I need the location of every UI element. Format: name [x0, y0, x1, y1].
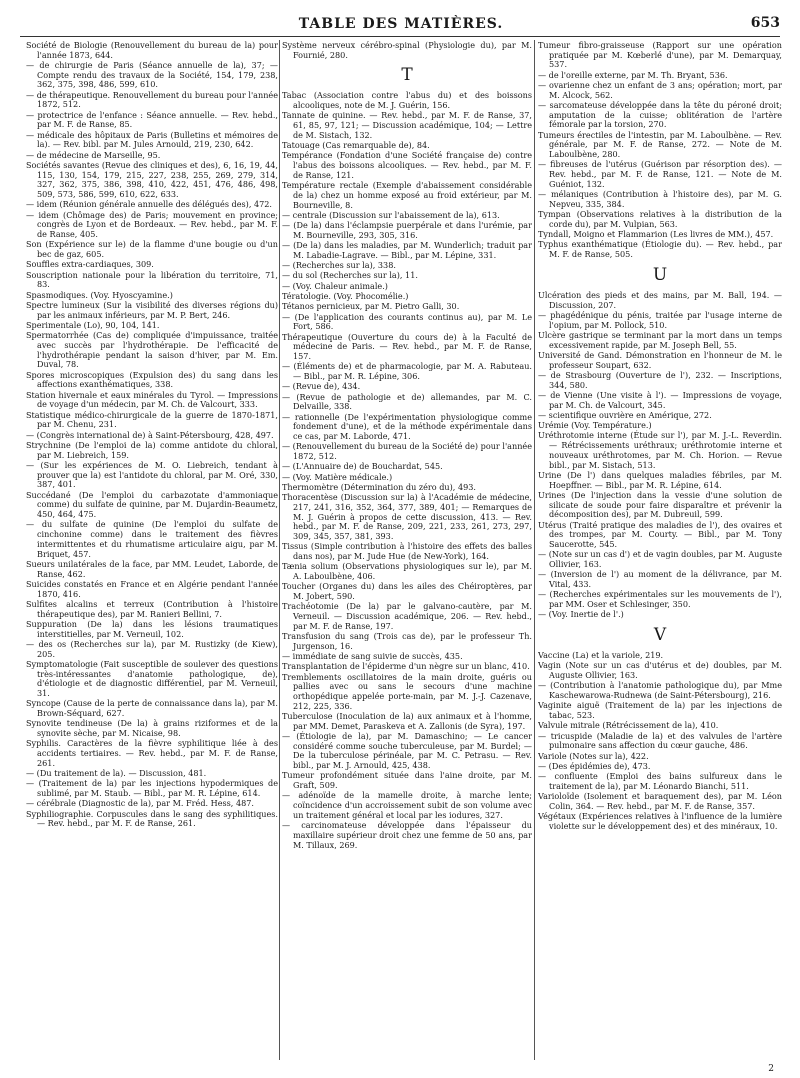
index-entry: — mélaniques (Contribution à l'histoire des), par M. G. Nepveu, 335, 384. [538, 189, 782, 209]
index-entry: — (Voy. Chaleur animale.) [282, 280, 388, 291]
index-entry: Son (Expérience sur le) de la flamme d'une bougie ou d'un bec de gaz, 605. [26, 239, 278, 260]
index-entry: Tyndall, Moigno et Flammarion (Les livres de MM.), 457. [538, 229, 774, 240]
index-entry: Trachéotomie (De la) par le galvano-cautère, par M. Verneuil. — Discussion académique, 206. — Rev. hebd., par M. F. de Ranse, 197. [282, 601, 532, 631]
index-entry: — de Strasbourg (Ouverture de l'), 232. — Inscriptions, 344, 580. [538, 369, 782, 390]
index-entry: Spectre lumineux (Sur la visibilité des diverses régions du) par les animaux inférieurs, par M. P. Bert, 246. [26, 300, 278, 320]
index-entry: Sociétés savantes (Revue des cliniques et des), 6, 16, 19, 44, 115, 130, 154, 179, 215, 227, 238, 255, 269, 279, 314, 327, 362, 375, 386, 398, 410, 422, 451, 476, 486, 498, 509, 573, 586, 599, 610, 622, 633. [26, 160, 278, 200]
index-entry: — (L'Annuaire de) de Bouchardat, 545. [282, 461, 443, 472]
index-entry: — (De la) dans l'éclampsie puerpérale et dans l'urémie, par M. Bourneville, 293, 305, 316. [282, 220, 532, 240]
section-letter: T [401, 65, 413, 86]
index-entry: — (De l'application des courants continus au), par M. Le Fort, 586. [282, 311, 532, 332]
index-entry: — adénoïde de la mamelle droite, à marche lente; coïncidence d'un accroissement subit de son volume avec un traitement général et local par les iodures, 327. [282, 790, 532, 820]
index-entry: — tricuspide (Maladie de la) et des valvules de l'artère pulmonaire sans affection du cœur gauche, 486. [538, 730, 782, 751]
index-entry: — (Congrès international de) à Saint-Pétersbourg, 428, 497. [26, 429, 274, 440]
index-entry: — (Éléments de) et de pharmacologie, par M. A. Rabuteau. — Bibl., par M. R. Lépine, 306. [282, 361, 532, 381]
index-entry: — centrale (Discussion sur l'abaissement de la), 613. [282, 209, 500, 220]
index-entry: — scientifique ouvrière en Amérique, 272. [538, 409, 712, 420]
page-number: 653 [750, 15, 780, 31]
index-entry: Urine (De l') dans quelques maladies fébriles, par M. Hoepffner. — Bibl., par M. R. Lépine, 614. [538, 469, 782, 490]
index-entry: Succédané (De l'emploi du carbazotate d'ammoniaque comme) du sulfate de quinine, par M. Dujardin-Beaumetz, 450, 464, 475. [26, 489, 278, 520]
index-entry: Uréthrotomie interne (Étude sur l'), par M. J.-L. Reverdin. — Rétrécissements uréthraux; uréthrotomie interne et nouveaux uréthrotomes, par M. Ch. Horion. — Revue bibl., par M. Sistach, 513. [538, 430, 782, 470]
index-entry: Urémie (Voy. Température.) [538, 420, 652, 431]
index-entry: Tænia solium (Observations physiologiques sur le), par M. A. Laboulbène, 406. [282, 561, 532, 581]
index-entry: Statistique médico-chirurgicale de la guerre de 1870-1871, par M. Chenu, 231. [26, 409, 278, 430]
index-entry: Ulcère gastrique se terminant par la mort dans un temps excessivement rapide, par M. Joseph Bell, 55. [538, 329, 782, 350]
index-entry: Variole (Notes sur la), 422. [538, 750, 649, 761]
index-entry: — idem (Chômage des) de Paris; mouvement en province; congrès de Lyon et de Bordeaux. — Rev. hebd., par M. F. de Ranse, 405. [26, 209, 278, 240]
index-entry: — (Du traitement de la). — Discussion, 481. [26, 767, 207, 778]
index-entry: Tabac (Association contre l'abus du) et des boissons alcooliques, note de M. J. Guérin, 156. [282, 90, 532, 111]
index-entry: Spasmodiques. (Voy. Hyoscyamine.) [26, 289, 173, 300]
index-entry: Végétaux (Expériences relatives à l'influence de la lumière violette sur le développement des) et des minéraux, 10. [538, 811, 782, 831]
index-entry: Thermomètre (Détermination du zéro du), 493. [282, 481, 476, 492]
index-entry: — (Renouvellement du bureau de la Société de) pour l'année 1872, 512. [282, 441, 532, 461]
index-entry: — immédiate de sang suivie de succès, 435. [282, 651, 463, 661]
index-entry: — confluente (Emploi des bains sulfureux dans le traitement de la), par M. Léonardo Bianchi, 511. [538, 771, 782, 791]
index-entry: Thérapeutique (Ouverture du cours de) à la Faculté de médecine de Paris. — Rev. hebd., par M. F. de Ranse, 157. [282, 331, 532, 361]
index-column-3 [538, 41, 782, 1063]
index-entry: Suicides constatés en France et en Algérie pendant l'année 1870, 416. [26, 578, 278, 599]
index-entry: — cérébrale (Diagnostic de la), par M. Fréd. Hess, 487. [26, 798, 254, 809]
index-entry: Suppuration (De la) dans les lésions traumatiques interstitielles, par M. Verneuil, 102. [26, 618, 278, 639]
page-title: TABLE DES MATIÈRES. [298, 16, 504, 32]
index-entry: Souffles extra-cardiaques, 309. [26, 259, 154, 270]
index-entry: Tannate de quinine. — Rev. hebd., par M. F. de Ranse, 37, 61, 85, 97, 121; — Discussion académique, 104; — Lettre de M. Sistach, 132. [282, 110, 532, 140]
index-entry: Spermatorrhée (Cas de) compliquée d'impuissance, traitée avec succès par l'hydrothérapie. De l'efficacité de l'hydrothérapie pendant la saison d'hiver, par M. Em. Duval, 78. [26, 330, 278, 370]
index-entry: Tétanos pernicieux, par M. Pietro Galli, 30. [282, 301, 460, 312]
index-entry: Tremblements oscillatoires de la main droite, guéris ou pallies avec ou sans le secours d'une machine orthopédique appelée porte-main, par M. J.-J. Cazenave, 212, 225, 336. [282, 671, 532, 711]
index-entry: — (Revue de pathologie et de) allemandes, par M. C. Delvaille, 338. [282, 391, 532, 412]
page-header [22, 14, 780, 36]
index-entry: — des os (Recherches sur la), par M. Rustizky (de Kiew), 205. [26, 638, 278, 659]
index-entry: Tumeur profondément située dans l'aine droite, par M. Graft, 509. [282, 770, 532, 791]
index-entry: Valvule mitrale (Rétrécissement de la), 410. [538, 720, 719, 731]
index-entry: — rationnelle (De l'expérimentation physiologique comme fondement d'une), et de la méthode expérimentale dans ce cas, par M. Laborde, 471. [282, 411, 532, 441]
index-entry: — protectrice de l'enfance : Séance annuelle. — Rev. hebd., par M. F. de Ranse, 85. [26, 109, 278, 130]
index-entry: — idem (Réunion générale annuelle des délégués des), 472. [26, 199, 273, 210]
index-entry: Vaccine (La) et la variole, 219. [538, 649, 664, 660]
index-entry: Vagin (Note sur un cas d'utérus et de) doubles, par M. Auguste Ollivier, 163. [538, 660, 782, 680]
index-entry: Sueurs unilatérales de la face, par MM. Leudet, Laborde, de Ranse, 462. [26, 558, 278, 579]
index-entry: — (Recherches expérimentales sur les mouvements de l'), par MM. Oser et Schlesinger, 350. [538, 589, 782, 609]
header-rule [20, 36, 780, 37]
index-entry: Tératologie. (Voy. Phocomélie.) [282, 291, 409, 301]
index-entry: — de chirurgie de Paris (Séance annuelle de la), 37; — Compte rendu des travaux de la Société, 154, 179, 238, 362, 375, 398, 486, 599, 610. [26, 60, 278, 90]
index-entry: Syphilis. Caractères de la fièvre syphilitique liée à des accidents tertiaires. — Rev. hebd., par M. F. de Ranse, 261. [26, 738, 278, 768]
index-entry: Société de Biologie (Renouvellement du bureau de la) pour l'année 1873, 644. [26, 41, 278, 60]
index-entry: — (Étiologie de la), par M. Damaschino; — Le cancer considéré comme souche tuberculeuse, par M. Burdel; — De la tuberculose périnéale, par M. C. Petrasu. — Rev. bibl., par M. J. Arnould, 425, 438. [282, 731, 532, 771]
index-entry: Typhus exanthématique (Étiologie du). — Rev. hebd., par M. F. de Ranse, 505. [538, 239, 782, 260]
index-entry: Thoracentèse (Discussion sur la) à l'Académie de médecine, 217, 241, 316, 352, 364, 377, 389, 401; — Remarques de M. J. Guérin à propos de cette discussion, 413. — Rev. hebd., par M. F. de Ranse, 209, 221, 233, 261, 273, 297, 309, 345, 357, 381, 393. [282, 492, 532, 541]
index-entry: Tuberculose (Inoculation de la) aux animaux et à l'homme, par MM. Demet, Paraskeva et A. Zallonis (de Syra), 197. [282, 711, 532, 731]
index-entry: Tissus (Simple contribution à l'histoire des effets des balles dans nos), par M. Jude Hue (de New-York), 164. [282, 541, 532, 561]
index-entry: Transplantation de l'épiderme d'un nègre sur un blanc, 410. [282, 661, 530, 672]
index-entry: — de thérapeutique. Renouvellement du bureau pour l'année 1872, 512. [26, 89, 278, 110]
index-column-1 [26, 41, 278, 1063]
index-entry: — ovarienne chez un enfant de 3 ans; opération; mort, par M. Alcock, 562. [538, 80, 782, 100]
index-entry: — carcinomateuse développée dans l'épaisseur du maxillaire supérieur droit chez une femme de 50 ans, par M. Tillaux, 269. [282, 820, 532, 850]
index-entry: Tempérance (Fondation d'une Société française de) contre l'abus des boissons alcooliques. — Rev. hebd., par M. F. de Ranse, 121. [282, 150, 532, 180]
index-entry: Température rectale (Exemple d'abaissement considérable de la) chez un homme exposé au froid extérieur, par M. Bourneville, 8. [282, 180, 532, 210]
index-entry: Strychnine (De l'emploi de la) comme antidote du chloral, par M. Liebreich, 159. [26, 440, 278, 460]
index-entry: — (Des épidémies de), 473. [538, 760, 651, 771]
index-entry: — de médecine de Marseille, 95. [26, 149, 161, 160]
section-letter: V [653, 624, 667, 645]
index-entry: — (Voy. Inertie de l'.) [538, 609, 624, 620]
index-entry: Varioloïde (Isolement et baraquement des), par M. Léon Colin, 364. — Rev. hebd., par M. F. de Ranse, 357. [538, 791, 782, 811]
index-entry: — (Traitement de la) par les injections hypodermiques de sublimé, par M. Staub. — Bibl., par M. R. Lépine, 614. [26, 778, 278, 798]
index-entry: — (Inversion de l') au moment de la délivrance, par M. Vital, 433. [538, 569, 782, 589]
index-entry: Système nerveux cérébro-spinal (Physiologie du), par M. Fournié, 280. [282, 41, 532, 60]
index-entry: — (De la) dans les maladies, par M. Wunderlich; traduit par M. Labadie-Lagrave. — Bibl., par M. Lépine, 331. [282, 240, 532, 260]
index-entry: Tumeurs érectiles de l'intestin, par M. Laboulbène. — Rev. générale, par M. F. de Ranse, 272. — Note de M. Laboulbène, 280. [538, 129, 782, 160]
index-entry: Vaginite aiguë (Traitement de la) par les injections de tabac, 523. [538, 700, 782, 720]
index-entry: Utérus (Traité pratique des maladies de l'), des ovaires et des trompes, par M. Courty. — Bibl., par M. Tony Saucerotte, 545. [538, 519, 782, 549]
index-entry: Université de Gand. Démonstration en l'honneur de M. le professeur Soupart, 632. [538, 349, 782, 370]
index-entry: — fibreuses de l'utérus (Guérison par résorption des). — Rev. hebd., par M. F. de Ranse, 121. — Note de M. Guéniot, 132. [538, 159, 782, 189]
index-entry: — (Sur les expériences de M. O. Liebreich, tendant à prouver que la) est l'antidote du chloral, par M. Oré, 330, 387, 401. [26, 460, 278, 490]
index-entry: — phagédénique du pénis, traitée par l'usage interne de l'opium, par M. Pollock, 510. [538, 309, 782, 330]
index-entry: — médicale des hôpitaux de Paris (Bulletins et mémoires de la). — Rev. bibl. par M. Jules Arnould, 219, 230, 642. [26, 129, 278, 150]
index-entry: Transfusion du sang (Trois cas de), par le professeur Th. Jurgenson, 16. [282, 631, 532, 651]
section-letter: U [652, 264, 668, 285]
index-entry: — sarcomateuse développée dans la tête du péroné droit; amputation de la cuisse; oblitération de l'artère fémorale par la torsion, 270. [538, 100, 782, 130]
column-divider [279, 40, 280, 1060]
index-entry: Station hivernale et eaux minérales du Tyrol. — Impressions de voyage d'un médecin, par M. Ch. de Valcourt, 333. [26, 389, 278, 410]
index-entry: Sperimentale (Lo), 90, 104, 141. [26, 320, 160, 330]
index-entry: Urines (De l'injection dans la vessie d'une solution de silicate de soude pour faire disparaître et prévenir la décomposition des), par M. Dubreuil, 599. [538, 489, 782, 520]
index-entry: — (Contribution à l'anatomie pathologique du), par Mme Kaschewarowa-Rudnewa (de Saint-Pétersbourg), 216. [538, 680, 782, 700]
index-entry: — (Note sur un cas d') et de vagin doubles, par M. Auguste Ollivier, 163. [538, 549, 782, 569]
index-entry: Sulfites alcalins et terreux (Contribution à l'histoire thérapeutique des), par M. Ranieri Bellini, 7. [26, 598, 278, 619]
index-entry: Tumeur fibro-graisseuse (Rapport sur une opération pratiquée par M. Kœberlé d'une), par M. Demarquay, 537. [538, 41, 782, 70]
index-entry: — du sulfate de quinine (De l'emploi du sulfate de cinchonine comme) dans le traitement des fièvres intermittentes et du rhumatisme articulaire aigu, par M. Briquet, 457. [26, 519, 278, 559]
index-entry: — de Vienne (Une visite à l'). — Impressions de voyage, par M. Ch. de Valcourt, 345. [538, 389, 782, 410]
index-entry: — (Revue de), 434. [282, 381, 361, 392]
index-entry: Tatouage (Cas remarquable de), 84. [282, 140, 430, 151]
column-divider [534, 40, 535, 1060]
index-entry: — de l'oreille externe, par M. Th. Bryant, 536. [538, 69, 728, 80]
index-entry: Symptomatologie (Fait susceptible de soulever des questions très-intéressantes d'anatomie pathologique, de), d'étiologie et de diagnostic différentiel, par M. Verneuil, 31. [26, 658, 278, 698]
index-entry: — (Voy. Matière médicale.) [282, 471, 393, 482]
index-entry: Ulcération des pieds et des mains, par M. Ball, 194. — Discussion, 207. [538, 289, 782, 310]
index-column-2 [282, 41, 532, 1063]
index-entry: — du sol (Recherches sur la), 11. [282, 270, 418, 281]
index-entry: Spores microscopiques (Expulsion des) du sang dans les affections exanthématiques, 338. [26, 369, 278, 390]
printer-signature-mark: 2 [768, 1064, 774, 1074]
index-entry: Toucher (Organes du) dans les ailes des Chéiroptères, par M. Jobert, 590. [282, 581, 532, 601]
index-entry: Tympan (Observations relatives à la distribution de la corde du), par M. Vulpian, 563. [538, 209, 782, 229]
index-entry: — (Recherches sur la), 338. [282, 260, 396, 271]
index-entry: Souscription nationale pour la libération du territoire, 71, 83. [26, 269, 278, 290]
index-entry: Synovite tendineuse (De la) à grains riziformes et de la synovite sèche, par M. Nicaise, 98. [26, 718, 278, 738]
index-entry: Syncope (Cause de la perte de connaissance dans la), par M. Brown-Séquard, 627. [26, 698, 278, 718]
index-entry: Syphiliographie. Corpuscules dans le sang des syphilitiques. — Rev. hebd., par M. F. de Ranse, 261. [26, 808, 278, 829]
